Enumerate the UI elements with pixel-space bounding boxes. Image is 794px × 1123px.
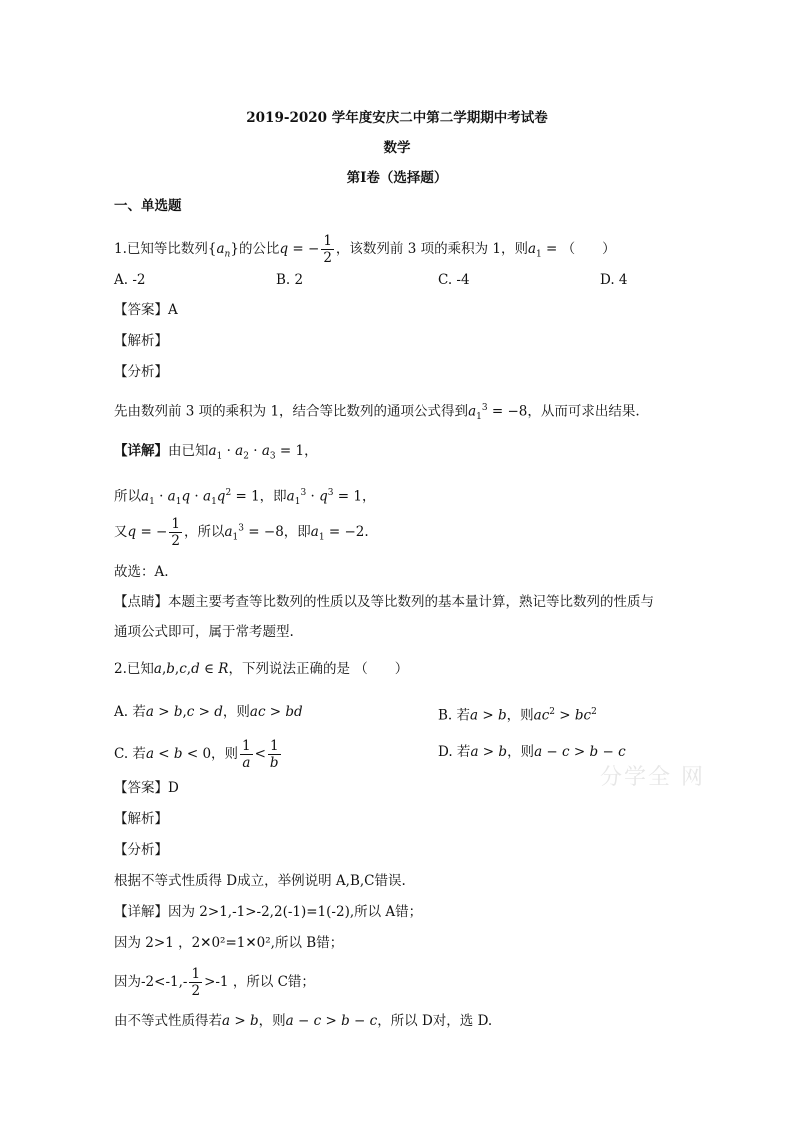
q2-detail-2: 因为 2>1 ，2✕0²=1✕0²,所以 B错； — [114, 935, 344, 951]
q1-comment-1: 【点睛】本题主要考查等比数列的性质以及等比数列的基本量计算，熟记等比数列的性质与 — [114, 594, 654, 610]
q2-option-d: D. 若a > b，则a − c > b − c — [438, 744, 626, 760]
q2-option-c: C. 若a < b < 0，则 $\frac{1}{a}$ < $\frac{1}{b}$ — [114, 738, 279, 771]
q1-fenxi: 【分析】 — [114, 364, 168, 380]
q1-detail-line3: 又q = − $\frac{1}{2}$ ，所以$a_1^3 = -8$，即$a_1 = -2$. — [114, 516, 369, 549]
watermark: 分学全 网 — [600, 765, 705, 790]
q2-detail-3: 因为-2<-1,- $\frac{1}{2}$ >-1 ，所以 C错； — [114, 966, 315, 999]
q1-comment-2: 通项公式即可，属于常考题型. — [114, 624, 294, 640]
subject-title: 数学 — [383, 140, 411, 156]
fraction-1-2: $\frac{1}{2}$ — [191, 966, 201, 999]
q1-stem: 1.已知等比数列$\{a_n\}$的公比q = − $\frac{1}{2}$ ，该数列前 3 项的乘积为 1，则$a_1$ = （ ） — [114, 233, 616, 266]
fraction-1-b: $\frac{1}{b}$ — [269, 738, 279, 771]
part-title: 第Ⅰ卷（选择题） — [346, 170, 448, 186]
q1-option-b: B. 2 — [276, 272, 304, 288]
q2-stem: 2.已知a,b,c,d ∈ R，下列说法正确的是 （ ） — [114, 661, 409, 677]
q1-jiexi: 【解析】 — [114, 333, 168, 349]
q1-option-d: D. 4 — [600, 272, 628, 288]
q2-answer: 【答案】D — [114, 780, 179, 796]
exam-title: 2019-2020 学年度安庆二中第二学期期中考试卷 — [246, 110, 548, 126]
q1-answer: 【答案】A — [114, 302, 178, 318]
q1-analysis: 先由数列前 3 项的乘积为 1，结合等比数列的通项公式得到$a_1^3 = -8$，从而可求出结果. — [114, 403, 640, 423]
fraction-1-a: $\frac{1}{a}$ — [242, 738, 251, 771]
q2-fenxi: 【分析】 — [114, 842, 168, 858]
q1-choose: 故选：A. — [114, 564, 169, 580]
q2-analysis: 根据不等式性质得 D成立，举例说明 A,B,C错误. — [114, 873, 406, 889]
fraction-1-2: $\frac{1}{2}$ — [171, 516, 180, 549]
q2-detail-1: 【详解】因为 2>1,-1>-2,2(-1)=1(-2),所以 A错； — [114, 904, 423, 920]
q2-jiexi: 【解析】 — [114, 811, 168, 827]
q2-option-a: A. 若a > b,c > d，则ac > bd — [114, 704, 303, 720]
q1-option-c: C. -4 — [438, 272, 470, 288]
q1-detail-line1: 【详解】由已知$a_1 \cdot a_2 \cdot a_3 = 1$， — [114, 443, 318, 462]
q1-option-a: A. -2 — [114, 272, 146, 288]
q1-detail-line2: 所以$a_1 \cdot a_1q \cdot a_1q^2 = 1$，即$a_1^3 \cdot q^3 = 1$， — [114, 488, 376, 508]
fraction-1-2: $\frac{1}{2}$ — [323, 233, 332, 266]
section-heading: 一、单选题 — [114, 198, 182, 214]
q2-detail-4: 由不等式性质得若a > b，则a − c > b − c，所以 D对，选 D. — [114, 1013, 493, 1029]
q2-option-b: B. 若a > b，则$ac^2 > bc^2$ — [438, 707, 597, 724]
